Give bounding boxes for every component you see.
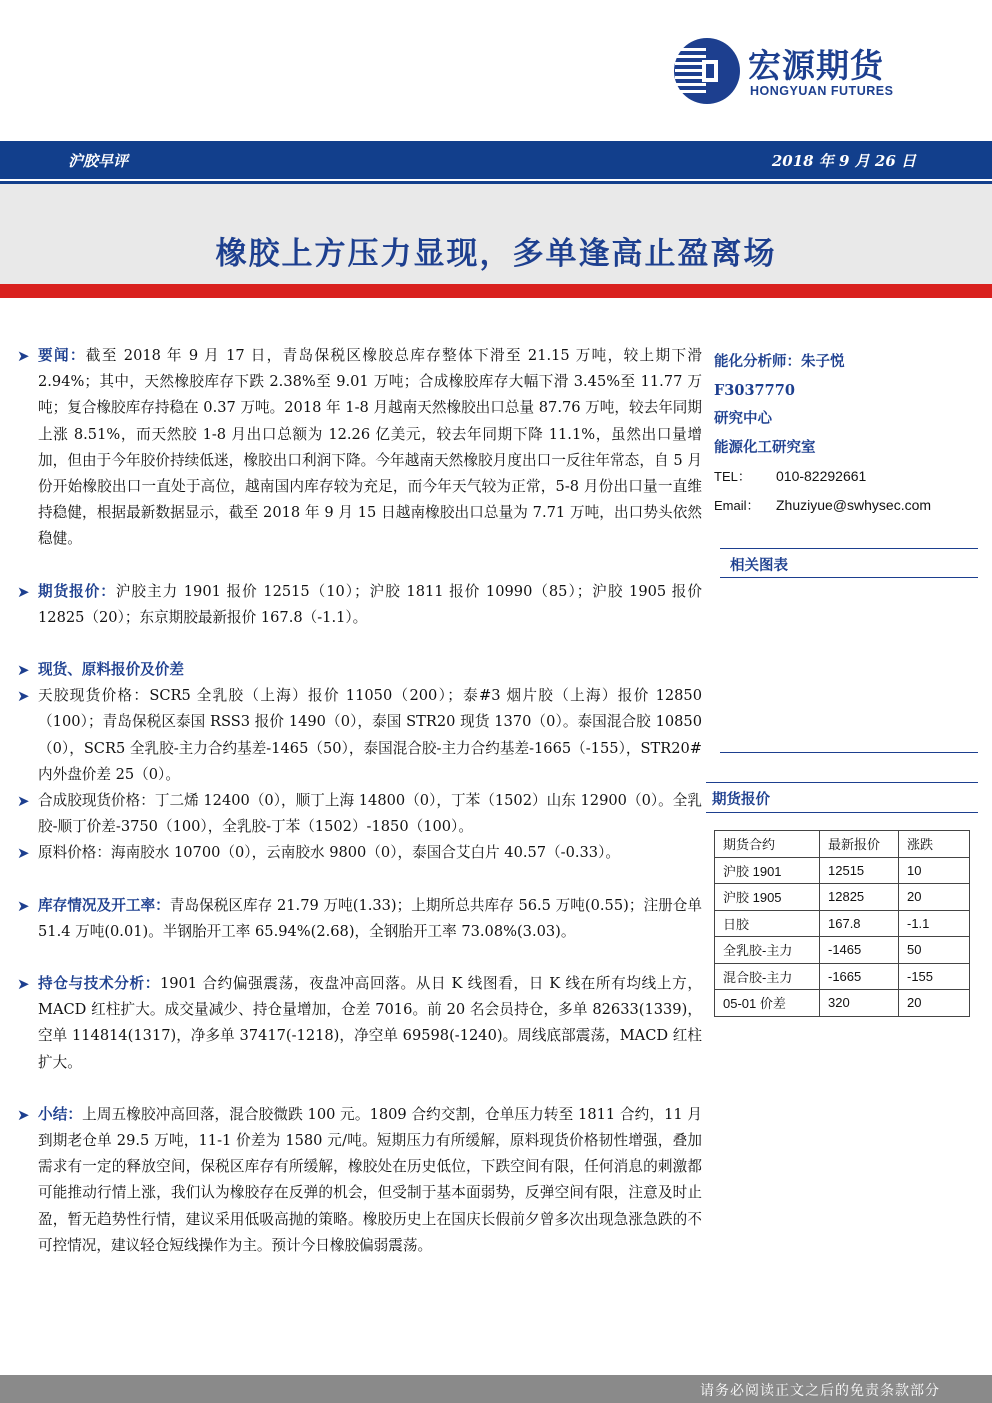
table-cell: 20 xyxy=(899,884,970,911)
spot-item xyxy=(14,788,702,840)
section-label: 沪胶早评 xyxy=(68,152,129,170)
analyst-name: 能化分析师：朱子悦 xyxy=(714,353,845,370)
table-cell: 混合胶-主力 xyxy=(715,963,820,990)
table-header-cell: 期货合约 xyxy=(715,831,820,858)
arrow-bullet-icon: ➤ xyxy=(17,975,30,994)
table-cell: 沪胶 1901 xyxy=(715,857,820,884)
table-cell: -1.1 xyxy=(899,910,970,937)
inventory-heading: 库存情况及开工率： xyxy=(38,896,170,914)
price-table-top-line xyxy=(706,782,978,783)
table-cell: -1465 xyxy=(820,937,899,964)
report-title: 橡胶上方压力显现，多单逢高止盈离场 xyxy=(215,236,777,272)
table-row xyxy=(715,963,970,990)
email-label: Email： xyxy=(714,498,760,513)
spot-item-text: 原料价格：海南胶水 10700（0），云南胶水 9800（0），泰国合艾白片 40.57（-0.33）。 xyxy=(38,844,620,862)
divider-line xyxy=(720,752,978,753)
header-bar xyxy=(0,141,992,179)
price-table-title: 期货报价 xyxy=(712,791,770,808)
table-row xyxy=(715,857,970,884)
tel-label: TEL： xyxy=(714,469,751,484)
arrow-bullet-icon: ➤ xyxy=(17,347,30,365)
company-logo xyxy=(672,36,932,106)
disclaimer-note: 请务必阅读正文之后的免责条款部分 xyxy=(700,1383,940,1399)
arrow-bullet-icon: ➤ xyxy=(17,844,30,863)
table-cell: 沪胶 1905 xyxy=(715,884,820,911)
footer-bar xyxy=(0,1375,992,1403)
table-cell: 50 xyxy=(899,937,970,964)
spot-item-text: 合成胶现货价格：丁二烯 12400（0），顺丁上海 14800（0），丁苯（1502）山东 12900（0）。全乳胶-顺丁价差-3750（100），全乳胶-丁苯（1502）-1850（100）。 xyxy=(38,792,702,836)
related-charts-bottom-line xyxy=(720,577,978,578)
spot-item xyxy=(14,683,702,788)
news-body: 截至 2018 年 9 月 17 日，青岛保税区橡胶总库存整体下滑至 21.15 万吨，较上期下滑 2.94%；其中，天然橡胶库存下跌 2.38%至 9.01 万吨；合成橡胶库存大幅下滑 3.45%至 11.77 万吨；复合橡胶库存持稳在 0.37 万吨。2018 年 1-8 月越南天然橡胶出口总量 87.76 万吨，较去年同期上涨 8.51%，而天然胶 1-8 月出口总额为 12.26 亿美元，较去年同期下降 11.1%，虽然出口量增加，但由于今年胶价持续低迷，橡胶出口利润下降。今年越南天然橡胶月度出口一反往年常态，自 5 月份开始橡胶出口一直处于高位，越南国内库存较为充足，而今年天气较为正常，5-8 月份出口量一直维持稳健，根据最新数据显示，截至 2018 年 9 月 15 日越南橡胶出口总量为 7.71 万吨，出口势头依然稳健。 xyxy=(38,347,702,548)
price-table xyxy=(714,830,970,1017)
inventory-paragraph xyxy=(14,893,702,945)
technical-body: 1901 合约偏强震荡，夜盘冲高回落。从日 K 线图看，日 K 线在所有均线上方，MACD 红柱扩大。成交量减少、持仓量增加，仓差 7016。前 20 名会员持仓，多单 82633(1339)，空单 114814(1317)，净多单 37417(-1218)，净空单 69598(-1240)。周线底部震荡，MACD 红柱扩大。 xyxy=(38,975,702,1071)
news-heading: 要闻： xyxy=(38,347,86,364)
table-header-cell: 最新报价 xyxy=(820,831,899,858)
analyst-tel-row xyxy=(714,462,931,491)
related-charts-heading: 相关图表 xyxy=(730,557,788,574)
spot-heading-row xyxy=(14,657,702,683)
summary-body: 上周五橡胶冲高回落，混合胶微跌 100 元。1809 合约交割，仓单压力转至 1811 合约，11 月到期老仓单 29.5 万吨，11-1 价差为 1580 元/吨。短期压力有所缓解，原料现货价格韧性增强，叠加需求有一定的释放空间，保税区库存有所缓解，橡胶处在历史低位，下跌空间有限，任何消息的刺激都可能推动行情上涨，我们认为橡胶存在反弹的机会，但受制于基本面弱势，反弹空间有限，注意及时止盈，暂无趋势性行情，建议采用低吸高抛的策略。橡胶历史上在国庆长假前夕曾多次出现急涨急跌的不可控情况，建议轻仓短线操作为主。预计今日橡胶偏弱震荡。 xyxy=(38,1105,702,1254)
price-table-title-line xyxy=(706,812,978,813)
analyst-team: 能源化工研究室 xyxy=(714,438,816,456)
summary-heading: 小结： xyxy=(38,1105,83,1123)
related-charts-top-line xyxy=(720,548,978,549)
spot-item xyxy=(14,840,702,866)
table-row xyxy=(715,990,970,1017)
summary-paragraph xyxy=(14,1102,702,1259)
table-cell: 320 xyxy=(820,990,899,1017)
inventory-body: 青岛保税区库存 21.79 万吨(1.33)；上期所总共库存 56.5 万吨(0.55)；注册仓单 51.4 万吨(0.01)。半钢胎开工率 65.94%(2.68)，全钢胎开工率 73.08%(3.03)。 xyxy=(38,896,702,940)
analyst-email-row xyxy=(714,491,931,520)
title-red-bar xyxy=(0,284,992,298)
table-cell: -155 xyxy=(899,963,970,990)
table-cell: 全乳胶-主力 xyxy=(715,937,820,964)
tel-value: 010-82292661 xyxy=(776,468,867,484)
hongyuan-logo-icon xyxy=(672,36,742,106)
table-row xyxy=(715,910,970,937)
table-cell: 05-01 价差 xyxy=(715,990,820,1017)
arrow-bullet-icon: ➤ xyxy=(17,661,30,680)
table-header-cell: 涨跌 xyxy=(899,831,970,858)
arrow-bullet-icon: ➤ xyxy=(17,1105,30,1124)
news-paragraph xyxy=(14,343,702,553)
analyst-dept: 研究中心 xyxy=(714,410,772,427)
table-header-row xyxy=(715,831,970,858)
spot-item-text: 天胶现货价格：SCR5 全乳胶（上海）报价 11050（200）；泰#3 烟片胶（上海）报价 12850（100）；青岛保税区泰国 RSS3 报价 1490（0），泰国 STR20 现货 1370（0）。泰国混合胶 10850（0），SCR5 全乳胶-主力合约基差-1465（50），泰国混合胶-主力合约基差-1665（-155），STR20#内外盘价差 25（0）。 xyxy=(38,687,702,783)
analyst-info xyxy=(714,348,931,520)
futures-paragraph xyxy=(14,579,702,631)
arrow-bullet-icon: ➤ xyxy=(17,582,30,601)
spot-heading: 现货、原料报价及价差 xyxy=(38,661,184,679)
table-cell: -1665 xyxy=(820,963,899,990)
technical-paragraph xyxy=(14,971,702,1076)
email-value[interactable]: Zhuziyue@swhysec.com xyxy=(776,497,932,513)
table-cell: 日胶 xyxy=(715,910,820,937)
table-row xyxy=(715,884,970,911)
analyst-license: F3037770 xyxy=(714,381,795,399)
table-cell: 10 xyxy=(899,857,970,884)
brand-name-en: HONGYUAN FUTURES xyxy=(750,84,894,98)
table-cell: 167.8 xyxy=(820,910,899,937)
technical-heading: 持仓与技术分析： xyxy=(38,975,160,993)
table-cell: 20 xyxy=(899,990,970,1017)
table-cell: 12515 xyxy=(820,857,899,884)
report-date: 2018 年 9 月 26 日 xyxy=(771,152,916,170)
arrow-bullet-icon: ➤ xyxy=(17,687,30,706)
table-row xyxy=(715,937,970,964)
table-cell: 12825 xyxy=(820,884,899,911)
arrow-bullet-icon: ➤ xyxy=(17,896,30,915)
main-content xyxy=(14,343,702,1259)
futures-body: 沪胶主力 1901 报价 12515（10）；沪胶 1811 报价 10990（85）；沪胶 1905 报价 12825（20）；东京期胶最新报价 167.8（-1.1）。 xyxy=(38,582,702,626)
arrow-bullet-icon: ➤ xyxy=(17,792,30,811)
brand-name-cn: 宏源期货 xyxy=(748,46,884,85)
futures-heading: 期货报价： xyxy=(38,582,116,600)
